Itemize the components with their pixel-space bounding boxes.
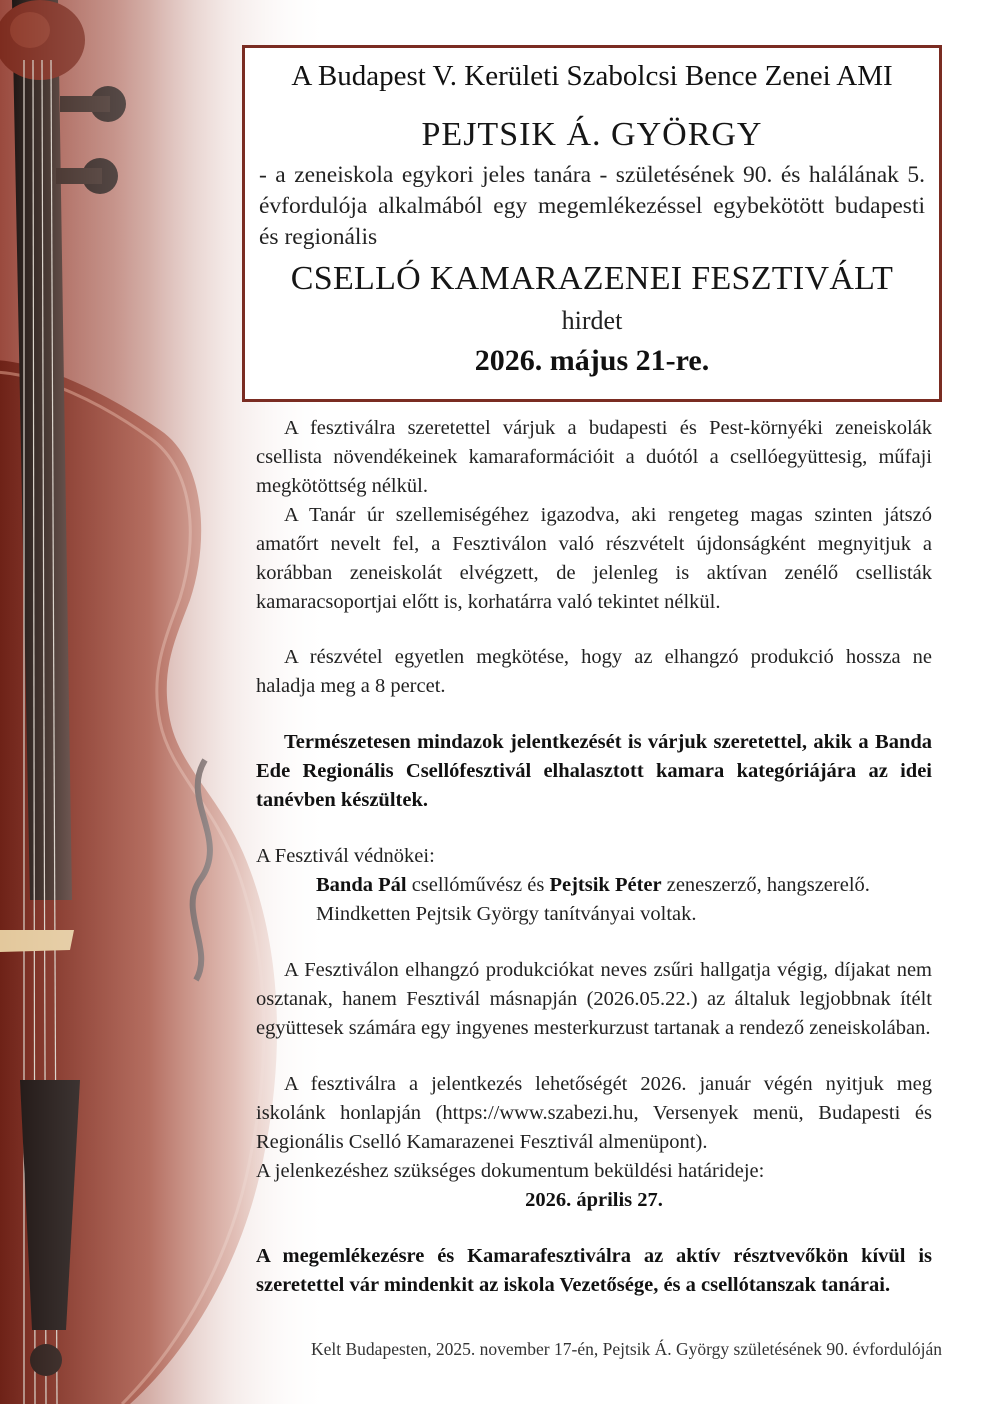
paragraph-banda-ede: Természetesen mindazok jelentkezését is várjuk szeretettel, akik a Banda Ede Regionális Csellófesztivál elhalasztott kamara kategóriájára az idei tanévben készültek. <box>256 731 932 811</box>
paragraph-time-limit: A részvétel egyetlen megkötése, hogy az elhangzó produkció hossza ne haladja meg a 8 percet. <box>256 646 932 697</box>
patrons-label: A Fesztivál védnökei: <box>256 845 435 867</box>
paragraph-invitation: A fesztiválra szeretettel várjuk a budapesti és Pest-környéki zeneiskolák csellista növendékeinek kamaraformációit a duótól a csellóegyüttesig, műfaji megkötöttség nélkül. <box>256 417 932 497</box>
header-intro: - a zeneiskola egykori jeles tanára - születésének 90. és halálának 5. évfordulója alkalmából egy megemlékezéssel egybekötött budapesti és regionális <box>259 162 925 250</box>
patron-2-name: Pejtsik Péter <box>549 874 662 896</box>
honoree-name: PEJTSIK Á. GYÖRGY <box>421 116 763 153</box>
deadline-date: 2026. április 27. <box>525 1189 663 1211</box>
patron-1-role: csellóművész és <box>406 874 550 896</box>
festival-title: CSELLÓ KAMARAZENEI FESZTIVÁLT <box>290 260 894 297</box>
patron-1-name: Banda Pál <box>316 874 407 896</box>
festival-date: 2026. május 21-re. <box>474 344 710 377</box>
signature-line: Kelt Budapesten, 2025. november 17-én, Pejtsik Á. György születésének 90. évfordulóján <box>311 1339 942 1359</box>
deadline-label: A jelenkezéshez szükséges dokumentum beküldési határideje: <box>256 1160 765 1182</box>
announce-word: hirdet <box>561 306 623 335</box>
body-content <box>256 414 932 1300</box>
patrons-note: Mindketten Pejtsik György tanítványai voltak. <box>316 903 697 925</box>
paragraph-registration: A fesztiválra a jelentkezés lehetőségét 2026. január végén nyitjuk meg iskolánk honlapján (https://www.szabezi.hu, Versenyek menü, Budapesti és Regionális Cselló Kamarazenei Fesztivál almenüpont). <box>256 1073 932 1153</box>
paragraph-closing: A megemlékezésre és Kamarafesztiválra az aktív résztvevőkön kívül is szeretettel vár mindenkit az iskola Vezetősége, és a csellótanszak tanárai. <box>256 1245 932 1296</box>
paragraph-amateurs: A Tanár úr szellemiségéhez igazodva, aki rengeteg magas szinten játszó amatőrt nevelt fel, a Fesztiválon való részvételt újdonságként megnyitjuk a korábban zeneiskolát elvégzett, de jelenleg is aktívan zenélő csellisták kamaracsoportjai előtt is, korhatárra való tekintet nélkül. <box>256 504 932 613</box>
paragraph-jury: A Fesztiválon elhangzó produkciókat neves zsűri hallgatja végig, díjakat nem osztanak, hanem Fesztivál másnapján (2026.05.22.) az általuk legjobbnak ítélt együttesek számára egy ingyenes mesterkurzust tartanak a rendező zeneiskolában. <box>256 959 932 1039</box>
patrons-line <box>316 871 932 900</box>
header-frame <box>242 45 942 402</box>
patron-2-role: zeneszerző, hangszerelő. <box>661 874 870 896</box>
school-name: A Budapest V. Kerületi Szabolcsi Bence Zenei AMI <box>291 60 893 92</box>
